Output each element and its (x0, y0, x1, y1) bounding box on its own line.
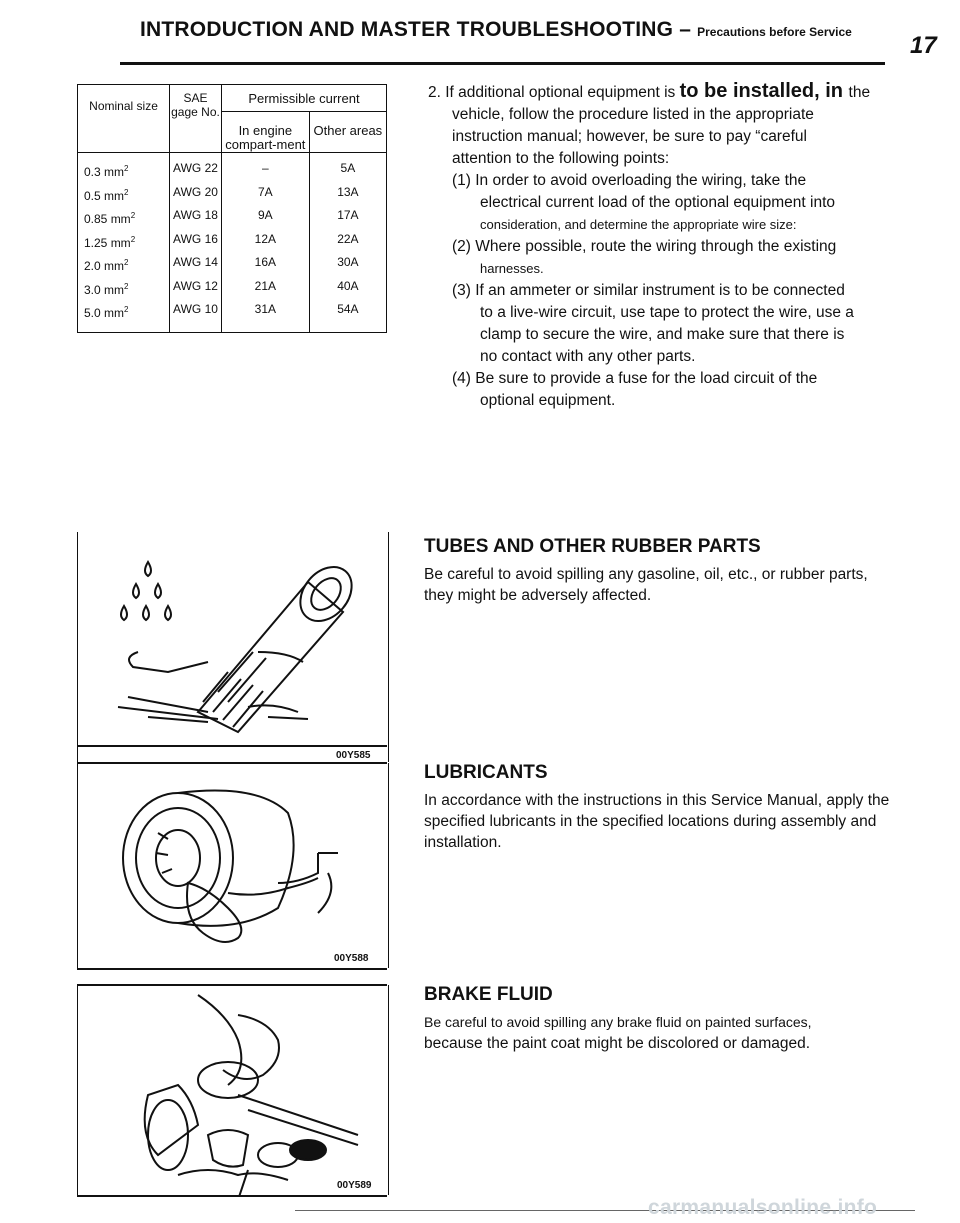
unit-exponent: 2 (130, 211, 136, 220)
col-other-areas: Other areas (309, 112, 386, 153)
cell-engine: 31A (221, 300, 309, 332)
header-rule (120, 62, 885, 65)
cell-other: 30A (309, 253, 386, 277)
cell-size: 1.25 mm (84, 235, 131, 250)
cell-gage: AWG 14 (170, 253, 222, 277)
intro-end: the (848, 84, 871, 101)
point-1: (1) In order to avoid overloading the wiring, take the (452, 172, 807, 189)
cell-engine: 7A (221, 183, 309, 207)
table-row (78, 230, 387, 254)
cell-gage: AWG 16 (170, 230, 222, 254)
intro-bold: to be installed, in (679, 80, 849, 102)
col-engine-compartment: In engine compart-ment (221, 112, 309, 153)
cell-other: 5A (309, 153, 386, 183)
cell-gage: AWG 12 (170, 277, 222, 301)
cell-size: 3.0 mm (84, 282, 125, 297)
table-row (78, 206, 387, 230)
figure-code: 00Y588 (334, 953, 369, 964)
cell-gage: AWG 10 (170, 300, 222, 332)
divider (77, 968, 387, 970)
point-1-cont: electrical current load of the optional equipment into (480, 194, 835, 211)
point-2: (2) Where possible, route the wiring through the existing (452, 238, 837, 255)
cell-size: 0.85 mm (84, 212, 131, 226)
cell-size: 5.0 mm (84, 306, 125, 320)
section-body-tubes: Be careful to avoid spilling any gasoline, oil, etc., or rubber parts, they might be adversely affected. (424, 566, 868, 604)
section-heading-brake-fluid: BRAKE FLUID (424, 984, 553, 1005)
line: instruction manual; however, be sure to pay “careful (452, 128, 807, 145)
cell-other: 17A (309, 206, 386, 230)
watermark: carmanualsonline.info (648, 1196, 878, 1219)
cell-engine: 12A (221, 230, 309, 254)
figure-code: 00Y585 (336, 750, 371, 761)
cell-other: 22A (309, 230, 386, 254)
unit-exponent: 2 (124, 164, 129, 173)
rubber-tube-illustration (78, 532, 388, 762)
table-row (78, 153, 387, 183)
cell-gage: AWG 20 (170, 183, 222, 207)
page-number: 17 (910, 32, 937, 59)
unit-exponent: 2 (124, 258, 129, 267)
cell-other: 40A (309, 277, 386, 301)
point-3-cont: no contact with any other parts. (480, 348, 696, 365)
header-dash: – (673, 18, 698, 41)
figure-code: 00Y589 (337, 1180, 372, 1191)
unit-exponent: 2 (124, 281, 129, 291)
brake-fluid-line-2: because the paint coat might be discolored or damaged. (424, 1035, 811, 1052)
cell-size: 0.5 mm (84, 188, 125, 203)
section-heading-tubes: TUBES AND OTHER RUBBER PARTS (424, 536, 761, 557)
brake-fluid-line-1: Be careful to avoid spilling any brake fluid on painted surfaces, (424, 1014, 812, 1030)
table-row (78, 253, 387, 277)
section-heading-lubricants: LUBRICANTS (424, 762, 548, 783)
cell-other: 13A (309, 183, 386, 207)
optional-equipment-section (428, 80, 898, 412)
line: attention to the following points: (452, 150, 670, 167)
divider (77, 1195, 387, 1197)
header-title: INTRODUCTION AND MASTER TROUBLESHOOTING (140, 18, 674, 41)
wire-gauge-table (77, 84, 387, 333)
figure-lubricant (77, 763, 389, 968)
cell-gage: AWG 22 (170, 153, 222, 183)
intro-text: 2. If additional optional equipment is (428, 84, 680, 101)
cell-gage: AWG 18 (170, 206, 222, 230)
section-body-lubricants: In accordance with the instructions in this Service Manual, apply the specified lubricants in the specified locations during assembly and installation. (424, 792, 890, 851)
cell-engine: 9A (221, 206, 309, 230)
line: vehicle, follow the procedure listed in the appropriate (452, 106, 814, 123)
table-row (78, 183, 387, 207)
cell-engine: 21A (221, 277, 309, 301)
cell-size: 0.3 mm (84, 165, 125, 179)
lubricant-illustration (78, 763, 388, 968)
col-sae-gage: SAE gage No. (170, 85, 222, 153)
unit-exponent: 2 (124, 305, 129, 314)
table-row (78, 300, 387, 332)
unit-exponent: 2 (130, 234, 136, 244)
divider (77, 745, 387, 747)
unit-exponent: 2 (124, 187, 129, 197)
col-nominal-size: Nominal size (78, 85, 170, 153)
cell-engine: 16A (221, 253, 309, 277)
figure-brake-fluid (77, 985, 389, 1195)
col-permissible-current: Permissible current (221, 85, 386, 112)
page-header (140, 18, 937, 59)
cell-engine: – (221, 153, 309, 183)
point-3: (3) If an ammeter or similar instrument is to be connected (452, 282, 845, 299)
table-row (78, 277, 387, 301)
section-body-brake-fluid (424, 1012, 894, 1054)
point-4-cont: optional equipment. (480, 392, 616, 409)
point-3-cont: clamp to secure the wire, and make sure that there is (480, 326, 845, 343)
brake-fluid-illustration (78, 985, 388, 1195)
point-2-cont: harnesses. (480, 261, 544, 276)
header-subtitle: Precautions before Service (697, 25, 852, 39)
cell-other: 54A (309, 300, 386, 332)
point-1-cont: consideration, and determine the appropriate wire size: (480, 217, 797, 232)
figure-rubber-tube (77, 532, 389, 762)
point-4: (4) Be sure to provide a fuse for the load circuit of the (452, 370, 818, 387)
point-3-cont: to a live-wire circuit, use tape to protect the wire, use a (480, 304, 854, 321)
cell-size: 2.0 mm (84, 259, 125, 273)
